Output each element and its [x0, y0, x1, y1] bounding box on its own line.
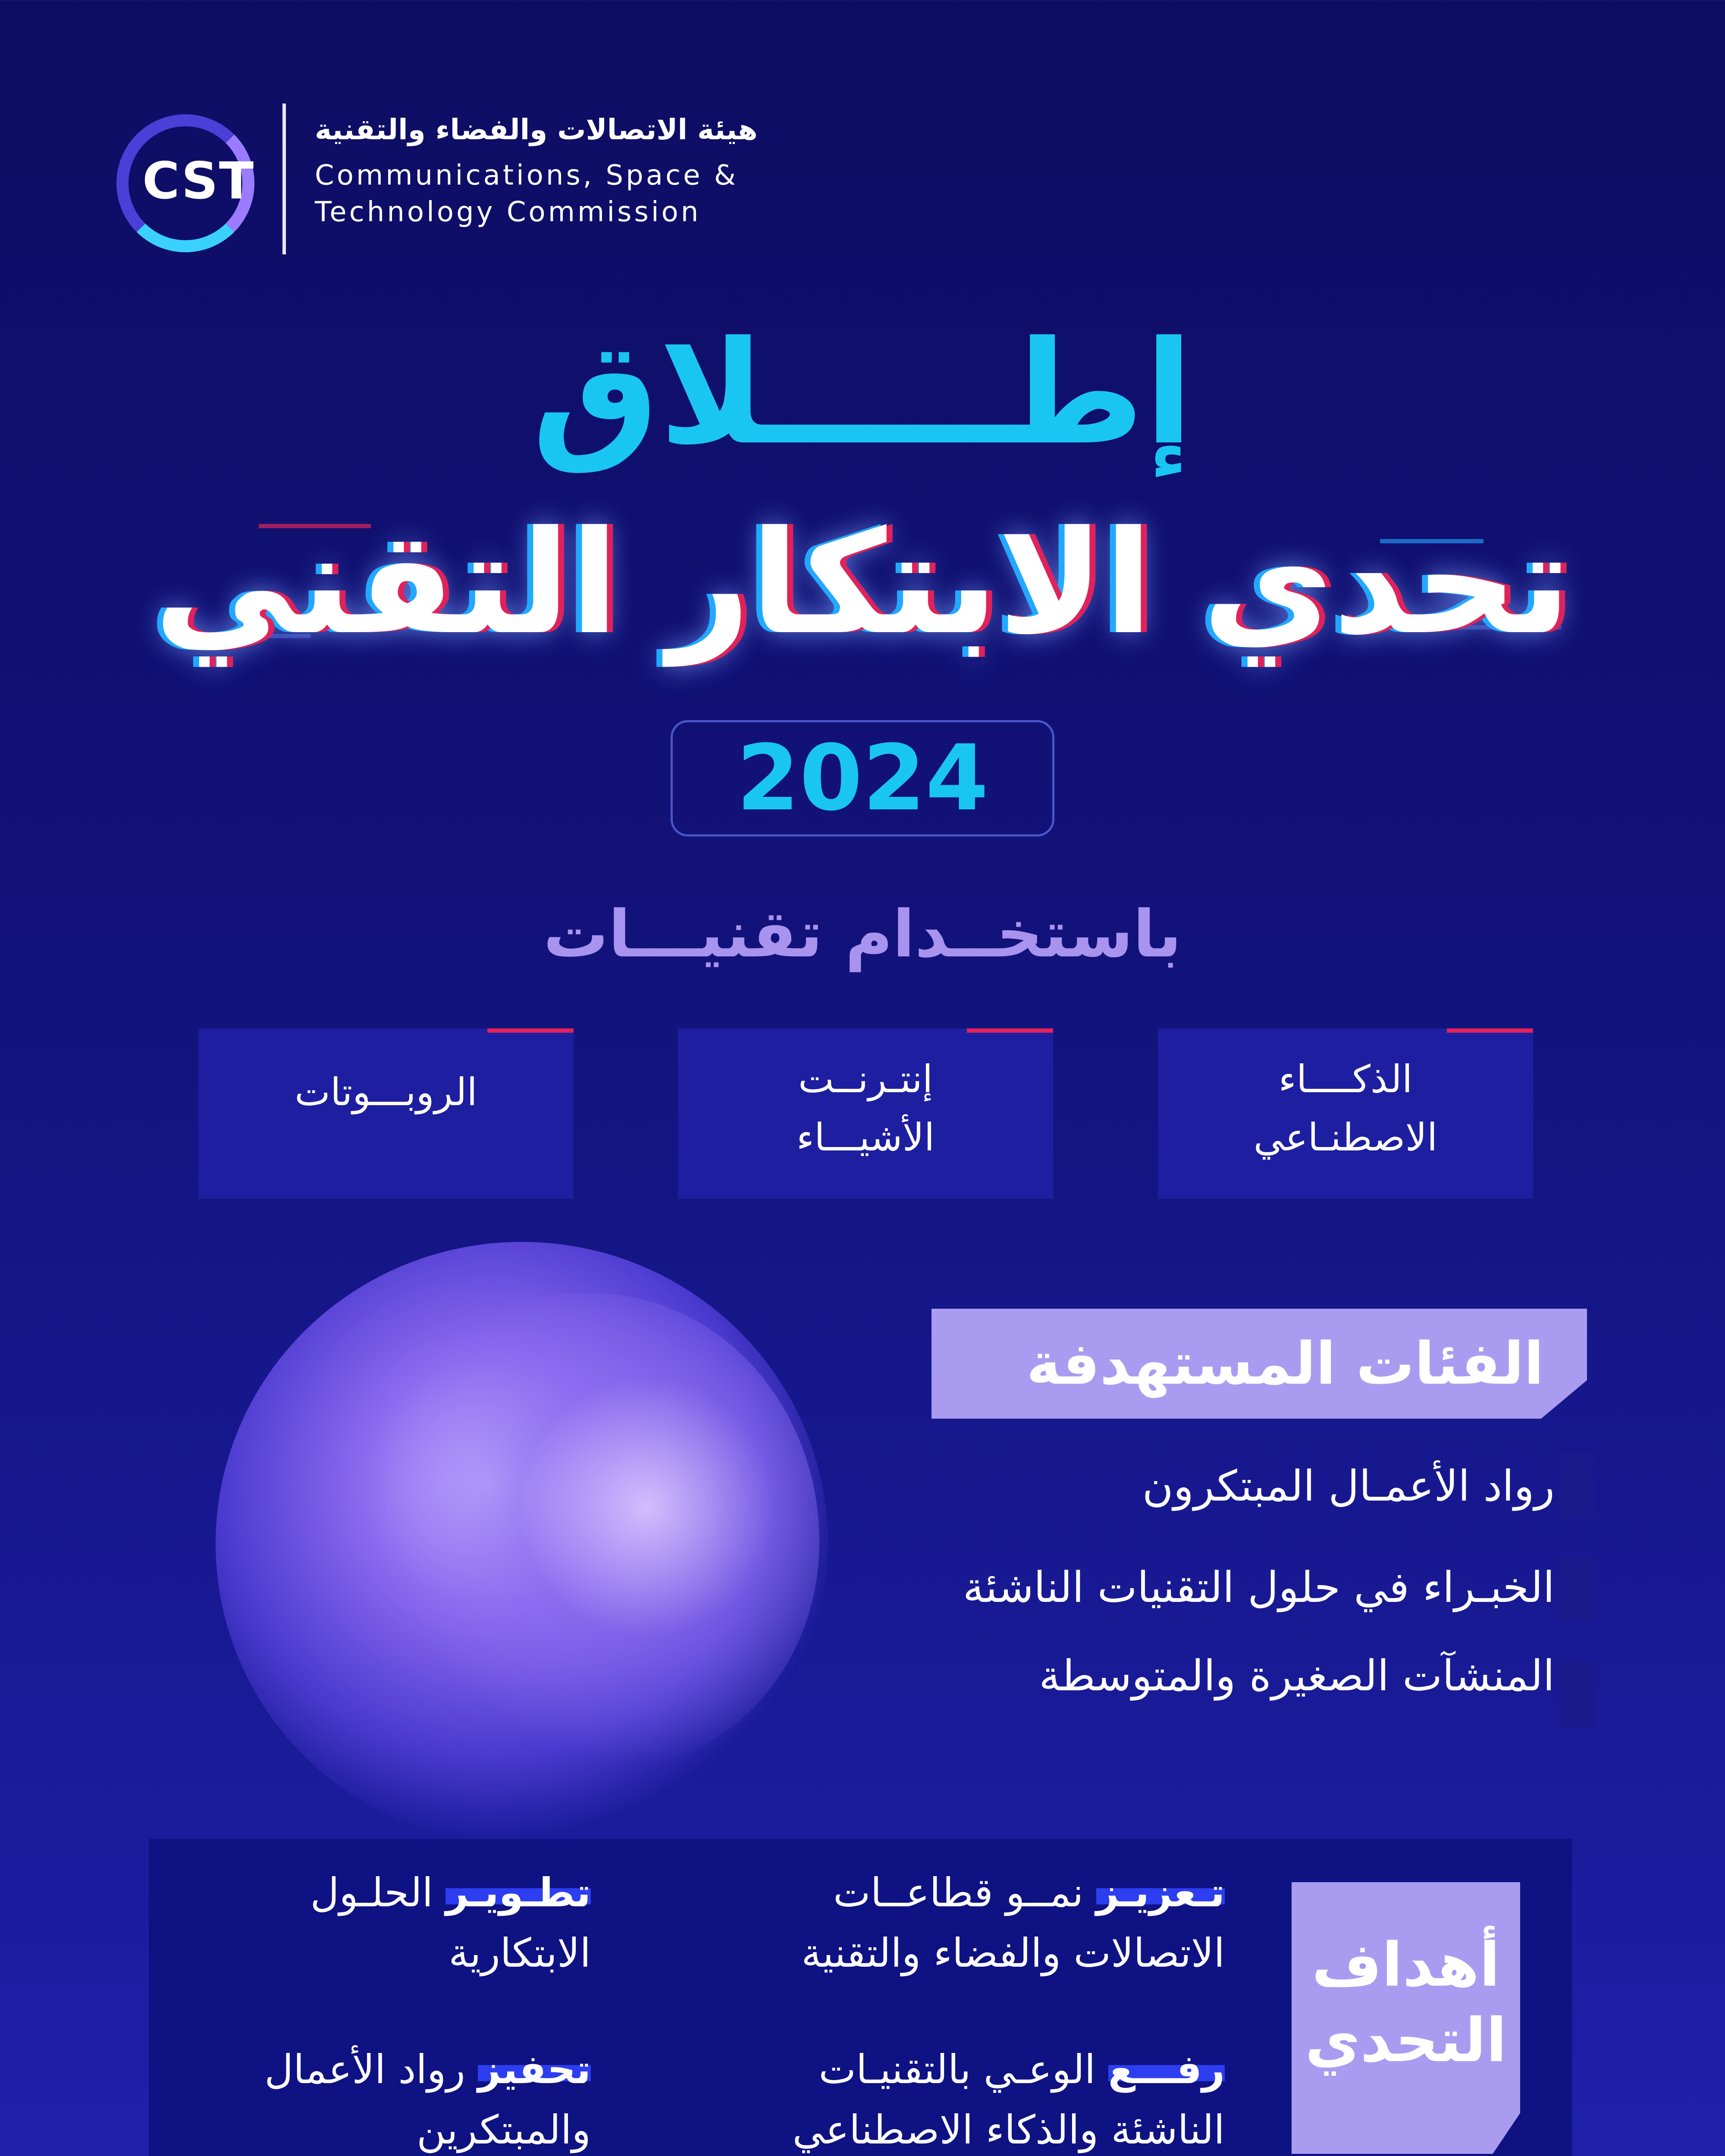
- goal-key: تـعزيـز: [1096, 1870, 1225, 1916]
- tech-card-line1: الروبـــوتات: [295, 1070, 477, 1114]
- card-accent: [1447, 1028, 1533, 1033]
- cst-logo-text: CST: [142, 151, 255, 210]
- tech-card-robotics: [198, 1028, 574, 1199]
- header-divider: [282, 103, 286, 254]
- item-marker: [1559, 1557, 1596, 1621]
- goal-rest: رواد الأعمال: [264, 2046, 478, 2093]
- tech-card-line1: إنتـرنــت: [798, 1057, 933, 1101]
- tech-card-ai: [1158, 1028, 1533, 1199]
- goal-line2: والمبتكرين: [417, 2107, 591, 2153]
- goal-line2: الناشئة والذكاء الاصطناعي: [792, 2107, 1225, 2153]
- tech-card-line1: الذكــــاء: [1278, 1057, 1413, 1101]
- target-item: المنشآت الصغيرة والمتوسطة: [1039, 1651, 1555, 1701]
- org-name-en-line1: Communications, Space &: [315, 160, 738, 191]
- tech-card-iot: [678, 1028, 1053, 1199]
- goal-key: تطـويـر: [445, 1870, 591, 1916]
- using-technologies-heading: باستخــدام تقنيـــات: [543, 897, 1182, 972]
- goals-title-line1: أهداف: [1311, 1930, 1500, 2000]
- launch-heading: إطـــــلاق: [532, 310, 1193, 476]
- goal-key: تحفيز: [478, 2046, 591, 2093]
- card-accent: [487, 1028, 574, 1033]
- goal-item: [216, 2040, 591, 2156]
- tech-card-line2: الأشيـــاء: [796, 1115, 935, 1159]
- target-groups-title: الفئات المستهدفة: [1026, 1330, 1544, 1398]
- goal-line2: الابتكارية: [448, 1930, 591, 1976]
- goal-item: [690, 2040, 1225, 2156]
- card-accent: [967, 1028, 1053, 1033]
- item-marker: [1559, 1662, 1596, 1727]
- org-name-ar: هيئة الاتصالات والفضاء والتقنية: [315, 113, 758, 146]
- goal-rest: الوعـي بالتقنيـات: [819, 2046, 1108, 2093]
- year-badge: 2024: [671, 720, 1054, 837]
- goal-item: [690, 1863, 1225, 1984]
- tech-card-line2: الاصطنـاعي: [1253, 1115, 1438, 1159]
- goal-item: [216, 1863, 591, 1984]
- goal-line2: الاتصالات والفضاء والتقنية: [801, 1930, 1225, 1976]
- goals-title: [1292, 1927, 1520, 2078]
- target-item: رواد الأعمـال المبتكرون: [1142, 1462, 1555, 1511]
- challenge-title: تحدي الابتكار التقني: [154, 500, 1571, 666]
- goal-key: رفـــع: [1108, 2046, 1225, 2093]
- item-marker: [1559, 1453, 1596, 1518]
- goal-rest: نمــو قطاعــات: [833, 1870, 1096, 1916]
- goals-title-line2: التحدي: [1305, 2006, 1507, 2076]
- goal-rest: الحلـول: [310, 1870, 446, 1916]
- target-item: الخبـراء في حلول التقنيات الناشئة: [963, 1563, 1555, 1612]
- org-name-en-line2: Technology Commission: [315, 196, 701, 228]
